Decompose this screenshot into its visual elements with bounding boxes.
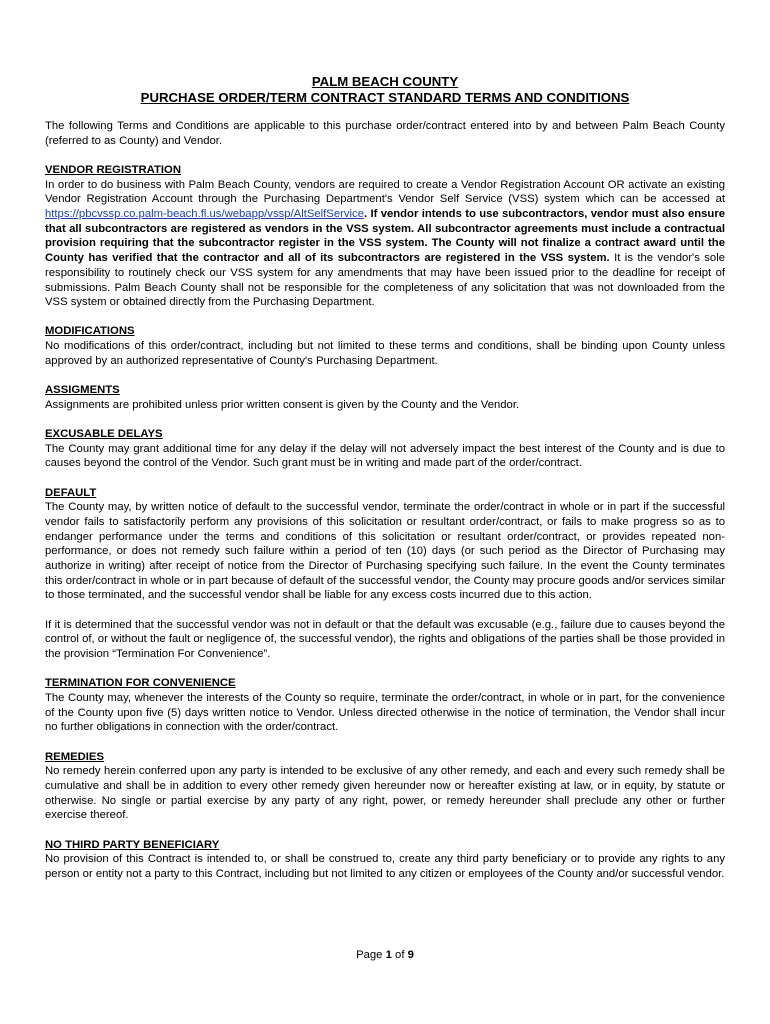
remedies-text: No remedy herein conferred upon any party is intended to be exclusive of any other remedy, and each and every such remedy shall be cumulative and shall be in addition to every other remedy given hereunder now or hereafter existing at law, or in equity, by statute or otherwise. No single or partial exercise by any party of any right, power, or remedy hereunder shall preclude any other or further exercise thereof. [45, 765, 725, 822]
assigments-text: Assignments are prohibited unless prior written consent is given by the County and the Vendor. [45, 398, 520, 411]
vendor-registration-text-end: It is the vendor's sole responsibility to routinely check our VSS system for any amendments that may have been issued prior to the deadline for receipt of submissions. Palm Beach County shall not be responsible for the completeness of any solicitation that was not downloaded from the VSS system or obtained directly from the Purchasing Department. [45, 252, 725, 309]
vendor-registration-text [45, 178, 725, 310]
section-modifications [45, 324, 725, 368]
section-excusable-delays [45, 427, 725, 471]
document-title [45, 74, 725, 106]
section-no-third-party [45, 838, 725, 882]
section-termination [45, 676, 725, 735]
vss-link[interactable]: https://pbcvssp.co.palm-beach.fl.us/webapp/vssp/AltSelfService [45, 208, 364, 221]
heading-remedies: REMEDIES [45, 750, 105, 763]
section-default [45, 486, 725, 662]
of-label: of [395, 949, 405, 961]
default-text-2: If it is determined that the successful vendor was not in default or that the default was excusable (e.g., failure due to causes beyond the control of, or without the fault or negligence of, the successful vendor), the rights and obligations of the parties shall be those provided in the provision “Termination For Convenience”. [45, 618, 725, 661]
section-remedies [45, 750, 725, 824]
page-footer [0, 948, 770, 962]
modifications-text: No modifications of this order/contract, including but not limited to these terms and conditions, shall be binding upon County unless approved by an authorized representative of County's Purchasing Department. [45, 340, 725, 367]
default-text: The County may, by written notice of default to the successful vendor, terminate the order/contract in whole or in part if the successful vendor fails to satisfactorily perform any provisions of this solicitation or resultant order/contract, or fails to make progress so as to endanger performance under the terms and conditions of this solicitation or resultant order/contract, or provides repeated non-performance, or does not remedy such failure within a period of ten (10) days (or such period as the Director of Purchasing may authorize in writing) after receipt of notice from the Director of Purchasing specifying such failure. In the event the County terminates this order/contract in whole or in part because of default of the successful vendor, the County may procure goods and/or services similar to those terminated, and the successful vendor shall be liable for any excess costs incurred due to this action. [45, 501, 725, 602]
excusable-delays-text: The County may grant additional time for any delay if the delay will not adversely impact the best interest of the County and is due to causes beyond the control of the Vendor. Such grant must be in writing and made part of the order/contract. [45, 442, 725, 470]
termination-text: The County may, whenever the interests of the County so require, terminate the order/contract, in whole or in part, for the convenience of the County upon five (5) days written notice to Vendor. Unless directed otherwise in the notice of termination, the Vendor shall incur no further obligations in connection with the order/contract. [45, 692, 725, 734]
vendor-registration-text-start: In order to do business with Palm Beach County, vendors are required to create a Vendor Registration Account OR activate an existing Vendor Registration Account through the Purchasing Department's Vendor Self Service (VSS) system which can be accessed at [45, 178, 725, 206]
heading-excusable-delays: EXCUSABLE DELAYS [45, 427, 163, 440]
title-terms: PURCHASE ORDER/TERM CONTRACT STANDARD TERMS AND CONDITIONS [140, 90, 630, 105]
section-assigments [45, 383, 725, 412]
title-county: PALM BEACH COUNTY [311, 74, 459, 89]
total-pages: 9 [407, 949, 414, 961]
heading-vendor-registration: VENDOR REGISTRATION [45, 163, 181, 176]
page-label: Page [356, 949, 383, 961]
page-number: 1 [385, 949, 392, 961]
heading-assigments: ASSIGMENTS [45, 384, 120, 397]
heading-termination: TERMINATION FOR CONVENIENCE [45, 677, 236, 690]
vendor-registration-bold-text: . If vendor intends to use subcontractors, vendor must also ensure that all subcontractors are registered as vendors in the VSS system. All subcontractor agreements must include a contractual provision requiring that the subcontractor register in the VSS system. The County will not finalize a contract award until the County has verified that the contractor and all of its subcontractors are registered in the VSS system. [45, 208, 725, 265]
heading-no-third-party: NO THIRD PARTY BENEFICIARY [45, 838, 220, 851]
intro-paragraph: The following Terms and Conditions are applicable to this purchase order/contract entered into by and between Palm Beach County (referred to as County) and Vendor. [45, 120, 725, 147]
no-third-party-text: No provision of this Contract is intended to, or shall be construed to, create any third party beneficiary or to provide any rights to any person or entity not a party to this Contract, including but not limited to any citizen or employees of the County and/or successful vendor. [45, 853, 725, 881]
heading-modifications: MODIFICATIONS [45, 325, 135, 338]
heading-default: DEFAULT [45, 486, 97, 499]
section-vendor-registration [45, 163, 725, 310]
